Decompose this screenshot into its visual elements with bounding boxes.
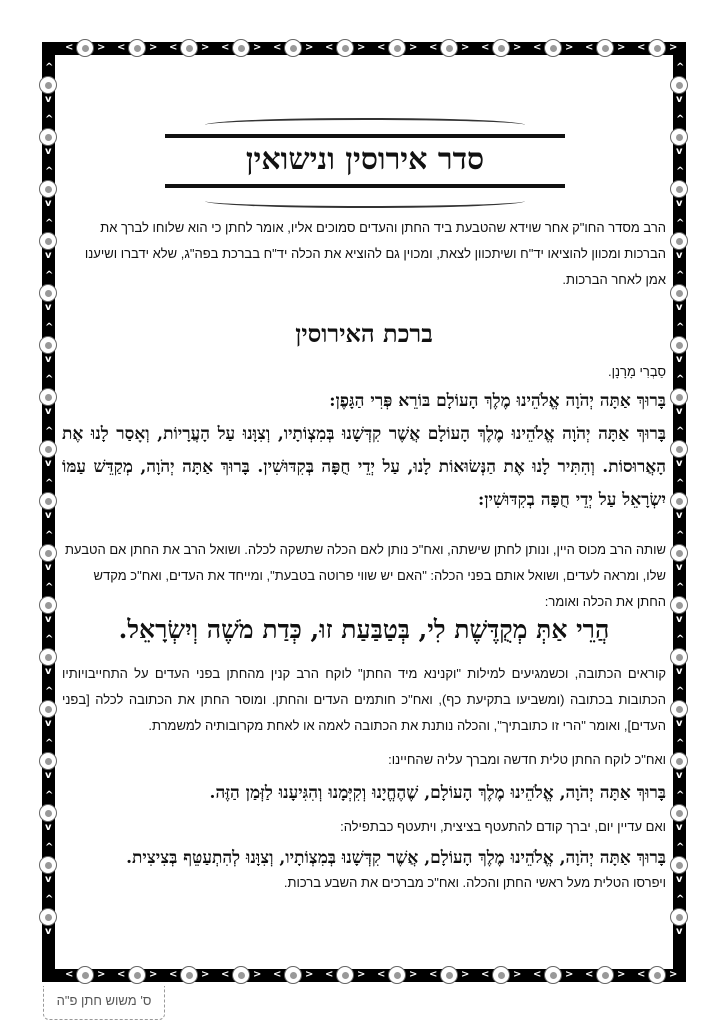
chevron-ornament-icon: <: [221, 969, 230, 980]
chevron-ornament-icon: ^: [676, 166, 685, 177]
flower-ornament-icon: [670, 700, 688, 718]
chevron-ornament-icon: <: [533, 42, 542, 53]
chevron-ornament-icon: <: [481, 969, 490, 980]
chevron-ornament-icon: v: [676, 874, 683, 885]
flower-ornament-icon: [39, 700, 57, 718]
chevron-ornament-icon: ^: [676, 530, 685, 541]
chevron-ornament-icon: <: [221, 42, 230, 53]
chevron-ornament-icon: >: [149, 969, 158, 980]
flower-ornament-icon: [39, 856, 57, 874]
chevron-ornament-icon: <: [325, 969, 334, 980]
chevron-ornament-icon: v: [676, 302, 683, 313]
chevron-ornament-icon: v: [676, 926, 683, 937]
chevron-ornament-icon: v: [45, 250, 52, 261]
flower-ornament-icon: [670, 388, 688, 406]
flower-ornament-icon: [544, 966, 562, 984]
chevron-ornament-icon: ^: [676, 634, 685, 645]
flower-ornament-icon: [128, 966, 146, 984]
chevron-ornament-icon: v: [45, 510, 52, 521]
intro-paragraph: הרב מסדר החו"ק אחר שוידא שהטבעת ביד החתן והעדים סמוכים אליו, אומר לחתן כי הוא שלוחו לברך את הברכות ומכוון להוציאו יד"ח ושיתכוון לצאת, ומכוין גם להוציא את הכלה יד"ח בברכת בפה"ג, שלא ידברו ושיענו אמן לאחר הברכות.: [84, 220, 666, 287]
flower-ornament-icon: [39, 492, 57, 510]
flower-ornament-icon: [336, 966, 354, 984]
chevron-ornament-icon: <: [637, 969, 646, 980]
flower-ornament-icon: [39, 544, 57, 562]
blessing-erusin: בָּרוּךְ אַתָּה יְהֹוָה אֱלֹהֵינוּ מֶלֶךְ הָעוֹלָם אֲשֶׁר קִדְּשָׁנוּ בְּמִצְוֹתָיו, וְצִוָּנוּ עַל הָעֲרָיוֹת, וְאָסַר לָנוּ אֶת הָאֲרוּסוֹת. וְהִתִּיר לָנוּ אֶת הַנְּשׂוּאוֹת לָנוּ, עַל יְדֵי חֻפָּה בְּקִדּוּשִׁין. בָּרוּךְ אַתָּה יְהֹוָה, מְקַדֵּשׁ עַמּוֹ יִשְׂרָאֵל עַל יְדֵי חֻפָּה בְקִדּוּשִׁין:: [62, 424, 666, 510]
chevron-ornament-icon: v: [676, 614, 683, 625]
chevron-ornament-icon: <: [429, 969, 438, 980]
chevron-ornament-icon: <: [117, 969, 126, 980]
chevron-ornament-icon: ^: [45, 842, 54, 853]
chevron-ornament-icon: ^: [676, 374, 685, 385]
chevron-ornament-icon: v: [45, 614, 52, 625]
chevron-ornament-icon: ^: [45, 530, 54, 541]
flower-ornament-icon: [39, 752, 57, 770]
chevron-ornament-icon: >: [617, 42, 626, 53]
chevron-ornament-icon: >: [409, 42, 418, 53]
chevron-ornament-icon: ^: [45, 426, 54, 437]
flower-ornament-icon: [232, 966, 250, 984]
flower-ornament-icon: [492, 39, 510, 57]
chevron-ornament-icon: ^: [676, 790, 685, 801]
chevron-ornament-icon: ^: [676, 686, 685, 697]
chevron-ornament-icon: ^: [676, 842, 685, 853]
flower-ornament-icon: [648, 966, 666, 984]
blessing-shehecheyanu: בָּרוּךְ אַתָּה יְהֹוָה, אֱלֹהֵינוּ מֶלֶךְ הָעוֹלָם, שֶׁהֶחֱיָנוּ וְקִיְּמָנוּ וְהִגִּיעָנוּ לַזְּמַן הַזֶּה.: [209, 783, 666, 803]
ornament-top: [205, 118, 525, 132]
instructions-tzitzit: ואם עדיין יום, יברך קודם להתעטף בציצית, ויתעטף כבתפילה:: [340, 819, 666, 834]
source-citation: ס' משוש חתן פ"ה: [43, 986, 165, 1020]
chevron-ornament-icon: ^: [45, 738, 54, 749]
chevron-ornament-icon: v: [676, 94, 683, 105]
chevron-ornament-icon: v: [676, 510, 683, 521]
chevron-ornament-icon: ^: [676, 426, 685, 437]
chevron-ornament-icon: v: [45, 770, 52, 781]
chevron-ornament-icon: <: [377, 969, 386, 980]
chevron-ornament-icon: v: [676, 666, 683, 677]
chevron-ornament-icon: <: [325, 42, 334, 53]
chevron-ornament-icon: v: [45, 926, 52, 937]
flower-ornament-icon: [284, 39, 302, 57]
flower-ornament-icon: [670, 180, 688, 198]
flower-ornament-icon: [39, 76, 57, 94]
chevron-ornament-icon: ^: [45, 634, 54, 645]
flower-ornament-icon: [76, 39, 94, 57]
chevron-ornament-icon: >: [669, 42, 678, 53]
chevron-ornament-icon: <: [481, 42, 490, 53]
flower-ornament-icon: [39, 908, 57, 926]
chevron-ornament-icon: v: [676, 250, 683, 261]
chevron-ornament-icon: v: [45, 146, 52, 157]
chevron-ornament-icon: >: [305, 969, 314, 980]
flower-ornament-icon: [336, 39, 354, 57]
page-title: סדר אירוסין ונישואין: [245, 142, 485, 177]
flower-ornament-icon: [39, 128, 57, 146]
chevron-ornament-icon: v: [45, 666, 52, 677]
chevron-ornament-icon: >: [513, 42, 522, 53]
chevron-ornament-icon: ^: [45, 114, 54, 125]
chevron-ornament-icon: v: [45, 406, 52, 417]
flower-ornament-icon: [440, 966, 458, 984]
chevron-ornament-icon: >: [305, 42, 314, 53]
chevron-ornament-icon: >: [461, 42, 470, 53]
chevron-ornament-icon: ^: [676, 894, 685, 905]
chevron-ornament-icon: ^: [676, 582, 685, 593]
chevron-ornament-icon: v: [45, 874, 52, 885]
chevron-ornament-icon: ^: [676, 114, 685, 125]
closing-text: ויפרסו הטלית מעל ראשי החתן והכלה. ואח"כ מברכים את השבע ברכות.: [283, 875, 666, 890]
title-rule-bottom: [165, 184, 565, 188]
instructions-tallit: ואח"כ לוקח החתן טלית חדשה ומברך עליה שהחיינו:: [388, 752, 666, 767]
chevron-ornament-icon: v: [676, 822, 683, 833]
chevron-ornament-icon: >: [669, 969, 678, 980]
chevron-ornament-icon: ^: [676, 62, 685, 73]
chevron-ornament-icon: >: [97, 969, 106, 980]
chevron-ornament-icon: ^: [45, 582, 54, 593]
title-rule-top: [165, 134, 565, 138]
chevron-ornament-icon: <: [585, 969, 594, 980]
chevron-ornament-icon: ^: [676, 738, 685, 749]
chevron-ornament-icon: >: [409, 969, 418, 980]
flower-ornament-icon: [39, 440, 57, 458]
chevron-ornament-icon: v: [45, 458, 52, 469]
blessing-wine: בָּרוּךְ אַתָּה יְהֹוָה אֱלֹהֵינוּ מֶלֶךְ הָעוֹלָם בּוֹרֵא פְּרִי הַגָּפֶן:: [329, 391, 666, 411]
chevron-ornament-icon: >: [617, 969, 626, 980]
flower-ornament-icon: [76, 966, 94, 984]
flower-ornament-icon: [670, 752, 688, 770]
flower-ornament-icon: [388, 966, 406, 984]
title-block: [165, 112, 565, 207]
chevron-ornament-icon: v: [676, 406, 683, 417]
flower-ornament-icon: [388, 39, 406, 57]
chevron-ornament-icon: v: [676, 354, 683, 365]
flower-ornament-icon: [670, 284, 688, 302]
chevron-ornament-icon: >: [201, 42, 210, 53]
chevron-ornament-icon: ^: [45, 686, 54, 697]
chevron-ornament-icon: <: [273, 42, 282, 53]
chevron-ornament-icon: ^: [45, 478, 54, 489]
flower-ornament-icon: [128, 39, 146, 57]
flower-ornament-icon: [39, 388, 57, 406]
flower-ornament-icon: [39, 336, 57, 354]
flower-ornament-icon: [39, 232, 57, 250]
chevron-ornament-icon: v: [45, 562, 52, 573]
chevron-ornament-icon: ^: [45, 218, 54, 229]
chevron-ornament-icon: ^: [45, 894, 54, 905]
chevron-ornament-icon: <: [585, 42, 594, 53]
instructions-ketubah: קוראים הכתובה, וכשמגיעים למילות "וקנינא מיד החתן" לוקח הרב קנין מהחתן בפני העדים על התחייבויותיו הכתובות בכתובה (ומשביעו בתקיעת כף), ואח"כ חותמים העדים והחתן. ומוסר החתן את הכתובה לכלה [בפני העדים], ואומר "הרי זו כתובתיך", והכלה נותנת את הכתובה לאמה או לאחת מקרובותיה למשמרת.: [62, 666, 666, 733]
flower-ornament-icon: [670, 128, 688, 146]
document-body: [62, 215, 666, 896]
chevron-ornament-icon: ^: [676, 478, 685, 489]
chevron-ornament-icon: v: [45, 198, 52, 209]
chevron-ornament-icon: >: [461, 969, 470, 980]
chevron-ornament-icon: ^: [45, 270, 54, 281]
flower-ornament-icon: [596, 39, 614, 57]
flower-ornament-icon: [492, 966, 510, 984]
chevron-ornament-icon: ^: [45, 322, 54, 333]
chevron-ornament-icon: v: [676, 770, 683, 781]
chevron-ornament-icon: v: [676, 562, 683, 573]
flower-ornament-icon: [180, 966, 198, 984]
chevron-ornament-icon: <: [169, 969, 178, 980]
chevron-ornament-icon: <: [169, 42, 178, 53]
flower-ornament-icon: [670, 440, 688, 458]
ornament-bottom: [205, 194, 525, 208]
flower-ornament-icon: [670, 544, 688, 562]
instructions-ring: שותה הרב מכוס היין, ונותן לחתן שישתה, ואח"כ נותן לאם הכלה שתשקה לכלה. ושואל הרב את החתן אם הטבעת שלו, ומראה לעדים, ושואל אותם בפני הכלה: "האם יש שווי פרוטה בטבעת", ומייחד את העדים, ואח"כ מקדש החתן את הכלה ואומר:: [64, 542, 666, 609]
flower-ornament-icon: [670, 492, 688, 510]
chevron-ornament-icon: v: [676, 146, 683, 157]
chevron-ornament-icon: <: [377, 42, 386, 53]
flower-ornament-icon: [180, 39, 198, 57]
chevron-ornament-icon: <: [117, 42, 126, 53]
flower-ornament-icon: [670, 856, 688, 874]
chevron-ornament-icon: ^: [676, 322, 685, 333]
flower-ornament-icon: [39, 596, 57, 614]
chevron-ornament-icon: v: [45, 354, 52, 365]
chevron-ornament-icon: v: [676, 198, 683, 209]
flower-ornament-icon: [39, 284, 57, 302]
chevron-ornament-icon: ^: [676, 218, 685, 229]
chevron-ornament-icon: <: [65, 42, 74, 53]
flower-ornament-icon: [648, 39, 666, 57]
chevron-ornament-icon: ^: [45, 374, 54, 385]
chevron-ornament-icon: ^: [45, 62, 54, 73]
chevron-ornament-icon: <: [65, 969, 74, 980]
flower-ornament-icon: [670, 804, 688, 822]
flower-ornament-icon: [670, 908, 688, 926]
flower-ornament-icon: [39, 804, 57, 822]
chevron-ornament-icon: >: [565, 969, 574, 980]
chevron-ornament-icon: >: [357, 42, 366, 53]
chevron-ornament-icon: >: [253, 42, 262, 53]
flower-ornament-icon: [284, 966, 302, 984]
chevron-ornament-icon: ^: [45, 166, 54, 177]
savri-text: סַבְרִי מָרָנָן.: [607, 364, 666, 379]
flower-ornament-icon: [596, 966, 614, 984]
flower-ornament-icon: [670, 76, 688, 94]
chevron-ornament-icon: <: [273, 969, 282, 980]
flower-ornament-icon: [39, 180, 57, 198]
chevron-ornament-icon: >: [97, 42, 106, 53]
chevron-ornament-icon: >: [149, 42, 158, 53]
chevron-ornament-icon: <: [637, 42, 646, 53]
chevron-ornament-icon: >: [513, 969, 522, 980]
chevron-ornament-icon: >: [565, 42, 574, 53]
flower-ornament-icon: [670, 336, 688, 354]
chevron-ornament-icon: ^: [45, 790, 54, 801]
chevron-ornament-icon: v: [45, 822, 52, 833]
blessing-tzitzit: בָּרוּךְ אַתָּה יְהֹוָה, אֱלֹהֵינוּ מֶלֶךְ הָעוֹלָם, אֲשֶׁר קִדְּשָׁנוּ בְּמִצְוֹתָיו, וְצִוָּנוּ לְהִתְעַטֵּף בְּצִיצִית.: [126, 848, 666, 868]
chevron-ornament-icon: >: [201, 969, 210, 980]
chevron-ornament-icon: v: [676, 718, 683, 729]
flower-ornament-icon: [232, 39, 250, 57]
flower-ornament-icon: [39, 648, 57, 666]
chevron-ornament-icon: >: [253, 969, 262, 980]
section-title: ברכת האירוסין: [295, 319, 433, 348]
flower-ornament-icon: [440, 39, 458, 57]
flower-ornament-icon: [670, 232, 688, 250]
chevron-ornament-icon: v: [45, 94, 52, 105]
chevron-ornament-icon: v: [676, 458, 683, 469]
chevron-ornament-icon: >: [357, 969, 366, 980]
chevron-ornament-icon: <: [533, 969, 542, 980]
flower-ornament-icon: [544, 39, 562, 57]
chevron-ornament-icon: ^: [676, 270, 685, 281]
flower-ornament-icon: [670, 596, 688, 614]
chevron-ornament-icon: v: [45, 302, 52, 313]
flower-ornament-icon: [670, 648, 688, 666]
chevron-ornament-icon: v: [45, 718, 52, 729]
chevron-ornament-icon: <: [429, 42, 438, 53]
harei-at-declaration: הֲרֵי אַתְּ מְקֻדֶּשֶׁת לִי, בְּטַבַּעַת זוּ, כְּדַת מֹשֶׁה וְיִשְׂרָאֵל.: [118, 615, 610, 644]
